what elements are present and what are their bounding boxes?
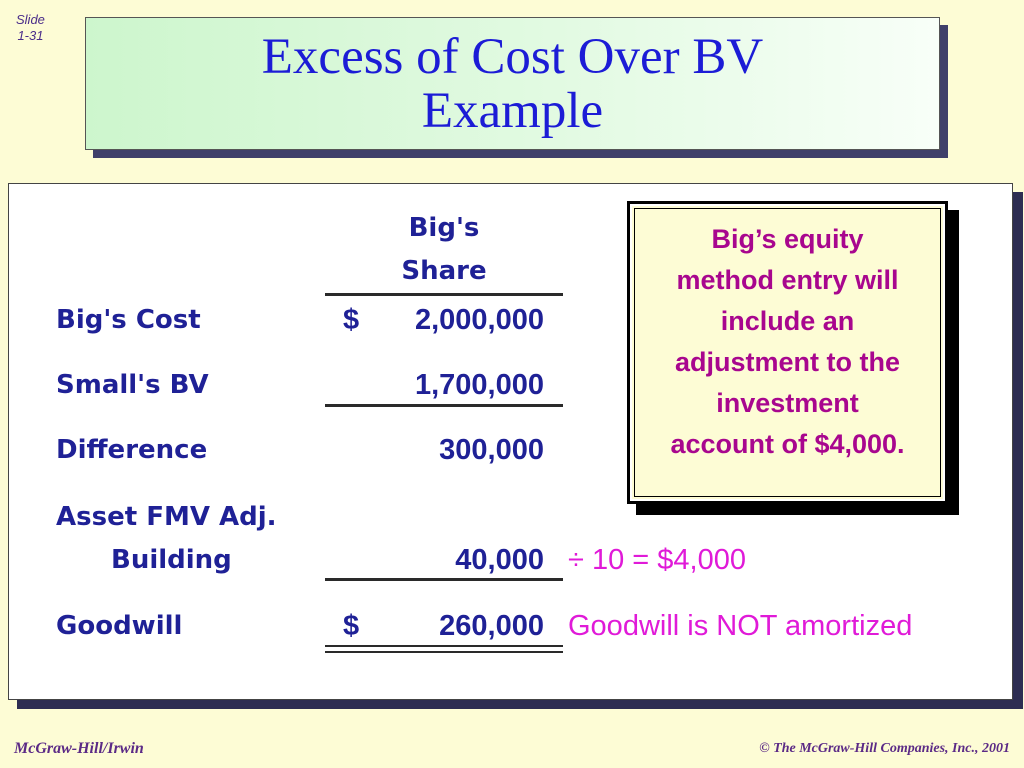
row-label-building: Building <box>111 545 232 575</box>
callout-body <box>634 208 941 497</box>
title-line-2: Example <box>421 82 604 139</box>
total-double-underline-bottom <box>325 651 563 653</box>
row-label-bigs-cost: Big's Cost <box>56 305 201 335</box>
row-label-smalls-bv: Small's BV <box>56 370 209 400</box>
callout-text <box>635 219 940 465</box>
row-value-difference: 300,000 <box>439 434 544 466</box>
header-underline <box>325 293 563 296</box>
callout-line: Big’s equity <box>711 224 864 254</box>
callout-line: method entry will <box>676 265 899 295</box>
row-value-bigs-cost: 2,000,000 <box>414 304 544 336</box>
subtotal-underline <box>325 404 563 407</box>
row-value-goodwill: 260,000 <box>439 610 544 642</box>
callout-box <box>627 201 948 504</box>
row-value-building: 40,000 <box>455 544 544 576</box>
slide-label: Slide <box>16 12 45 27</box>
callout-line: investment <box>716 388 859 418</box>
row-label-asset-fmv-adj: Asset FMV Adj. <box>56 502 277 532</box>
total-double-underline-top <box>325 645 563 647</box>
goodwill-note: Goodwill is NOT amortized <box>568 610 913 642</box>
column-header-line-1: Big's <box>408 213 480 243</box>
building-amortization-note: ÷ 10 = $4,000 <box>568 544 746 576</box>
row-label-goodwill: Goodwill <box>56 611 183 641</box>
row-value-smalls-bv: 1,700,000 <box>414 369 544 401</box>
column-header-line-2: Share <box>401 256 487 286</box>
copyright-footer: © The McGraw-Hill Companies, Inc., 2001 <box>759 741 1010 756</box>
row-dollar-goodwill: $ <box>343 610 360 642</box>
row-dollar-bigs-cost: $ <box>343 304 360 336</box>
callout-line: adjustment to the <box>674 347 900 377</box>
title-box <box>85 17 940 150</box>
slide-number <box>16 12 45 44</box>
callout-line: account of $4,000. <box>670 429 905 459</box>
building-underline <box>325 578 563 581</box>
callout-frame <box>630 204 945 501</box>
row-label-difference: Difference <box>56 435 208 465</box>
slide-number-value: 1-31 <box>17 28 44 43</box>
title-line-1: Excess of Cost Over BV <box>261 28 764 85</box>
publisher-footer: McGraw-Hill/Irwin <box>14 740 144 757</box>
callout-line: include an <box>720 306 855 336</box>
